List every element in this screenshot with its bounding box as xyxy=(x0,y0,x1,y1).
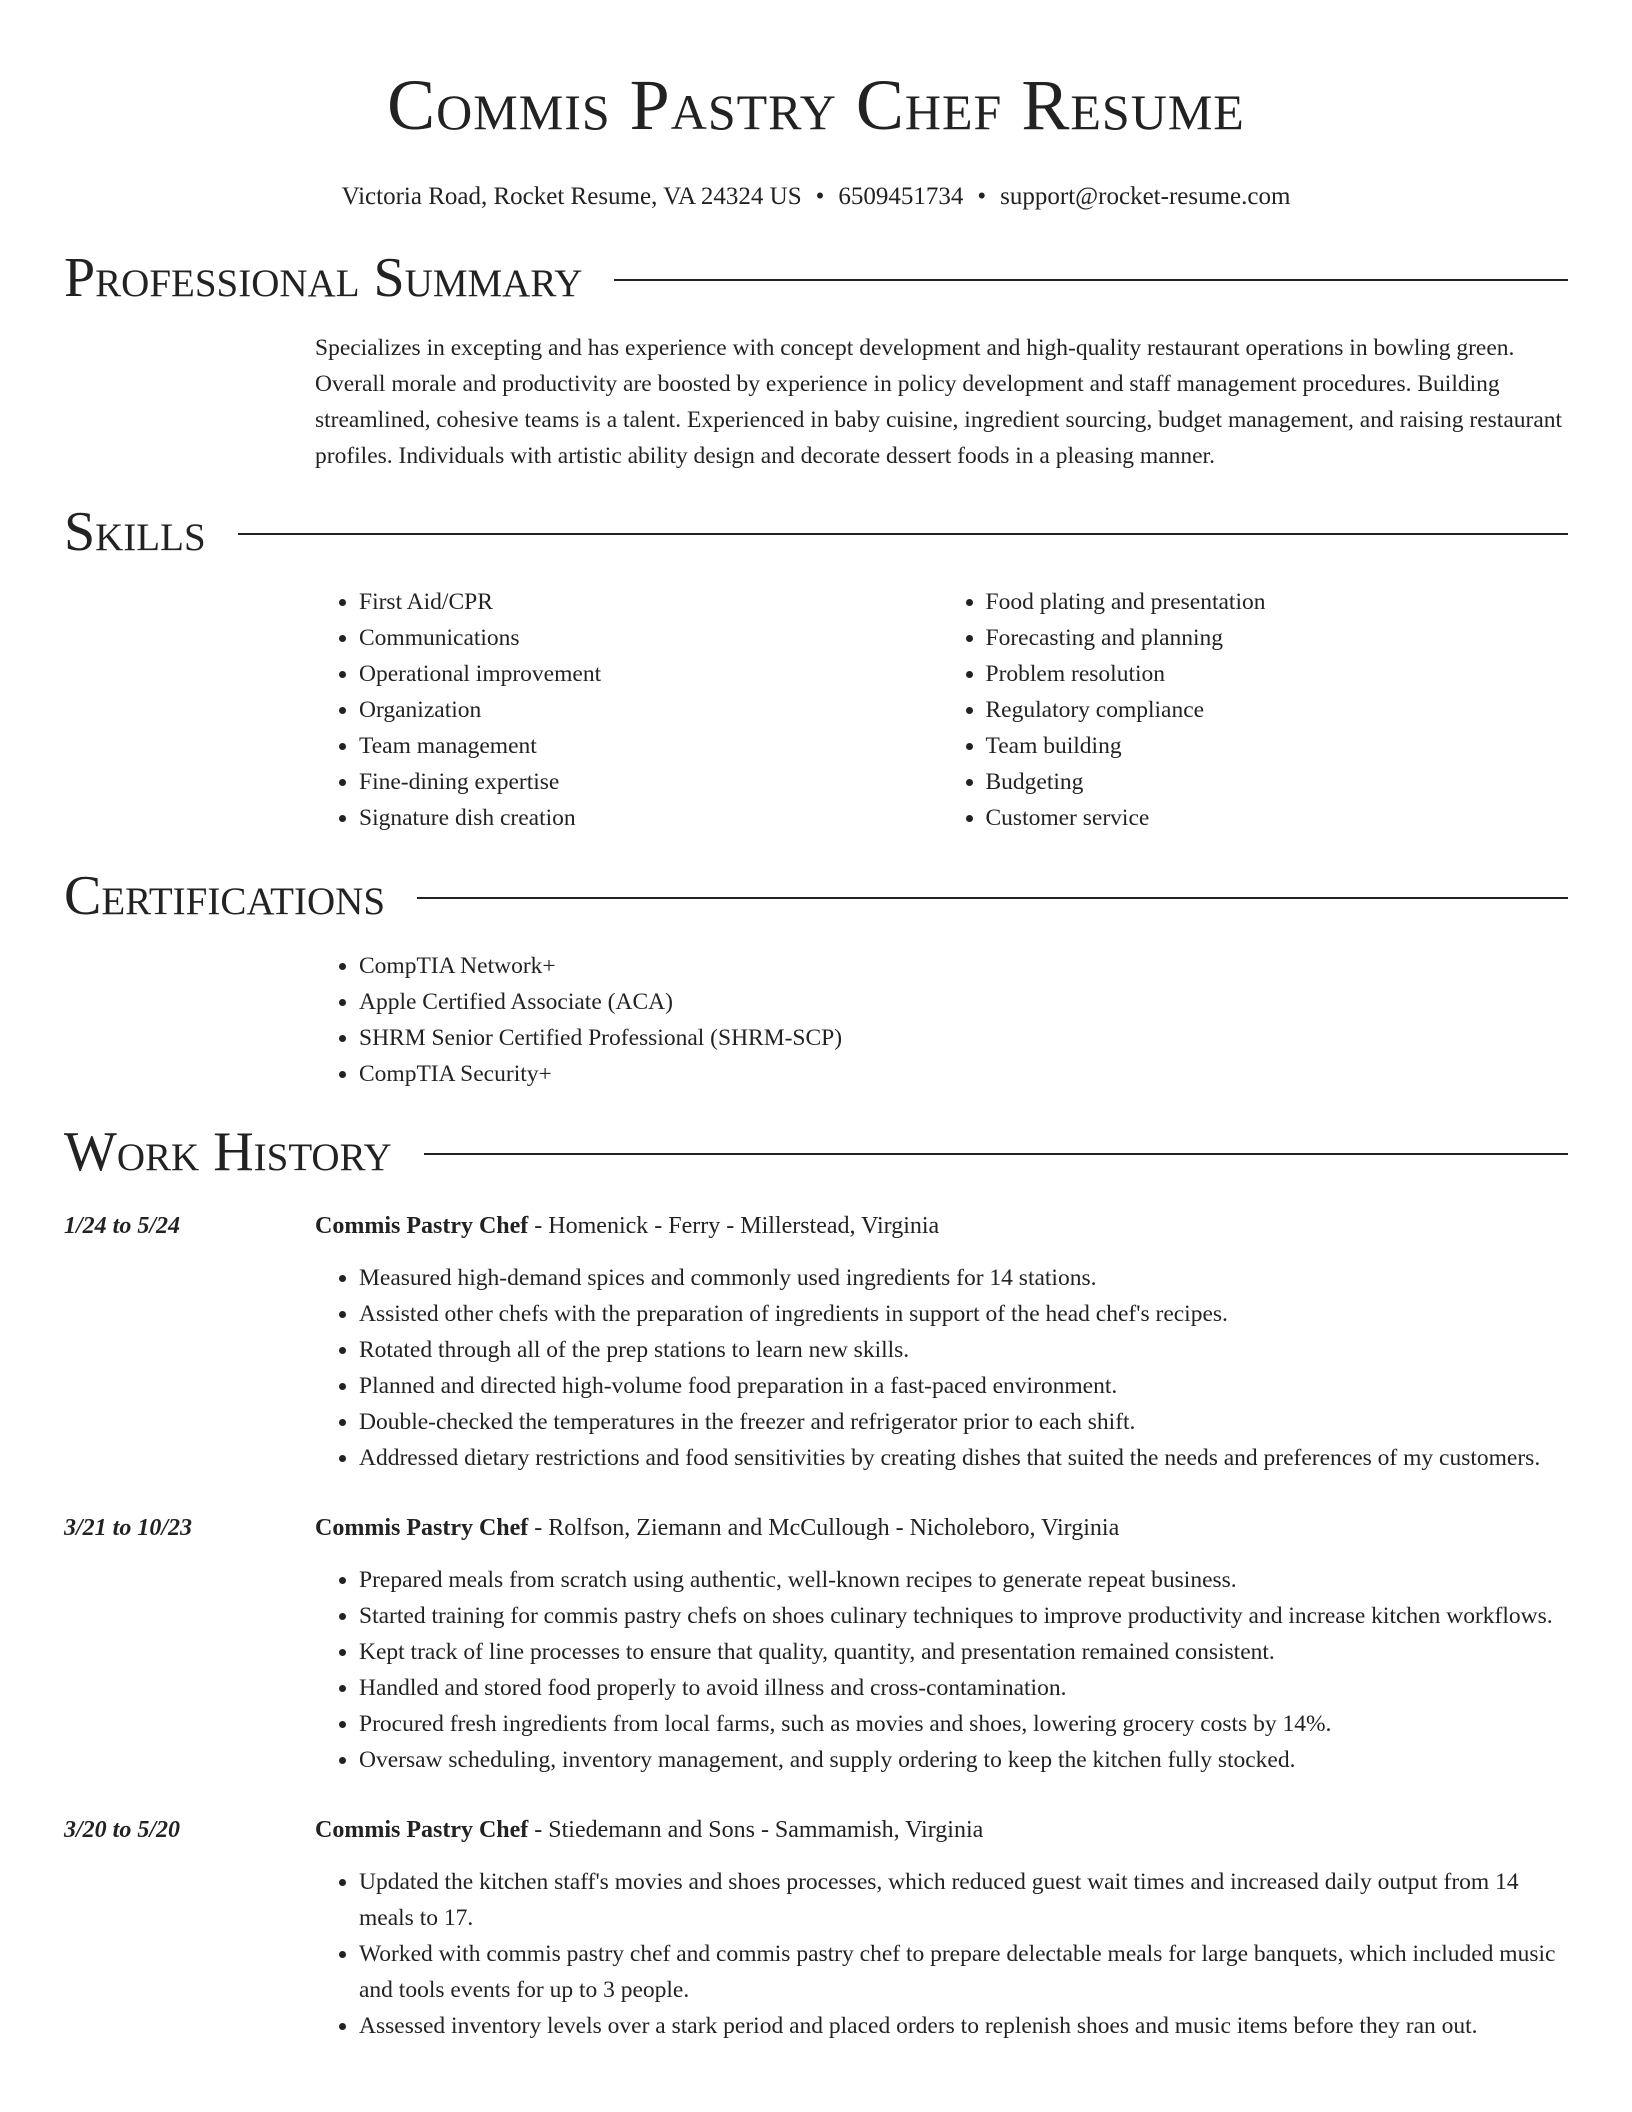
job-detail xyxy=(315,1812,1568,2044)
skills-body xyxy=(315,584,1568,836)
summary-section-header xyxy=(64,248,1568,308)
job-bullet: • Prepared meals from scratch using authentic, well-known recipes to generate repeat business. xyxy=(359,1562,1568,1598)
skill-item: • Communications xyxy=(359,620,942,656)
job-bullets xyxy=(315,1260,1568,1476)
contact-address: Victoria Road, Rocket Resume, VA 24324 US xyxy=(341,183,802,210)
job-detail xyxy=(315,1510,1568,1778)
job-bullet: • Procured fresh ingredients from local farms, such as movies and shoes, lowering grocery costs by 14%. xyxy=(359,1706,1568,1742)
job-title: Commis Pastry Chef xyxy=(315,1515,529,1541)
work-history-section-header xyxy=(64,1122,1568,1182)
skills-list-right xyxy=(942,584,1569,836)
job-dates: 1/24 to 5/24 xyxy=(64,1213,181,1239)
job-bullet: • Updated the kitchen staff's movies and shoes processes, which reduced guest wait times and increased daily output from 14 meals to 17. xyxy=(359,1864,1568,1936)
certification-item: • SHRM Senior Certified Professional (SHRM-SCP) xyxy=(359,1020,1568,1056)
certifications-body xyxy=(315,948,1568,1092)
work-history-heading: Work History xyxy=(64,1121,392,1183)
skill-item: • Forecasting and planning xyxy=(986,620,1569,656)
job-heading xyxy=(315,1510,1568,1546)
contact-phone: 6509451734 xyxy=(838,183,964,210)
certifications-heading: Certifications xyxy=(64,865,386,927)
job-company: - Rolfson, Ziemann and McCullough - Nicholeboro, Virginia xyxy=(528,1515,1120,1541)
job-bullet: • Worked with commis pastry chef and commis pastry chef to prepare delectable meals for large banquets, which included music and tools events for up to 3 people. xyxy=(359,1936,1568,2008)
skills-section-header xyxy=(64,502,1568,562)
job-bullet: • Started training for commis pastry chefs on shoes culinary techniques to improve productivity and increase kitchen workflows. xyxy=(359,1598,1568,1634)
job-bullet: • Assisted other chefs with the preparation of ingredients in support of the head chef's recipes. xyxy=(359,1296,1568,1332)
contact-line xyxy=(64,182,1568,212)
job-heading xyxy=(315,1208,1568,1244)
skill-item: • Team management xyxy=(359,728,942,764)
contact-separator: • xyxy=(977,183,987,210)
job-bullet: • Rotated through all of the prep stations to learn new skills. xyxy=(359,1332,1568,1368)
job-company: - Homenick - Ferry - Millerstead, Virginia xyxy=(528,1213,940,1239)
summary-heading: Professional Summary xyxy=(64,247,583,309)
skill-item: • Customer service xyxy=(986,800,1569,836)
skills-heading: Skills xyxy=(64,501,206,563)
skill-item: • Signature dish creation xyxy=(359,800,942,836)
section-divider xyxy=(238,533,1568,535)
skill-item: • Budgeting xyxy=(986,764,1569,800)
skill-item: • Regulatory compliance xyxy=(986,692,1569,728)
certifications-list xyxy=(315,948,1568,1092)
resume-title: Commis Pastry Chef Resume xyxy=(387,65,1245,145)
job-title: Commis Pastry Chef xyxy=(315,1817,529,1843)
section-divider xyxy=(614,279,1568,281)
skill-item: • Organization xyxy=(359,692,942,728)
section-divider xyxy=(417,897,1568,899)
job-heading xyxy=(315,1812,1568,1848)
job-bullet: • Kept track of line processes to ensure that quality, quantity, and presentation remained consistent. xyxy=(359,1634,1568,1670)
certifications-section-header xyxy=(64,866,1568,926)
job-bullet: • Handled and stored food properly to avoid illness and cross-contamination. xyxy=(359,1670,1568,1706)
job-bullet: • Measured high-demand spices and commonly used ingredients for 14 stations. xyxy=(359,1260,1568,1296)
job-bullets xyxy=(315,1562,1568,1778)
skill-item: • First Aid/CPR xyxy=(359,584,942,620)
job-dates: 3/20 to 5/20 xyxy=(64,1817,181,1843)
certification-item: • Apple Certified Associate (ACA) xyxy=(359,984,1568,1020)
job-entry xyxy=(64,1510,1568,1778)
certification-item: • CompTIA Network+ xyxy=(359,948,1568,984)
summary-text: Specializes in excepting and has experience with concept development and high-quality restaurant operations in bowling green. Overall morale and productivity are boosted by experience in policy development and staff management procedures. Building streamlined, cohesive teams is a talent. Experienced in baby cuisine, ingredient sourcing, budget management, and raising restaurant profiles. Individuals with artistic ability design and decorate dessert foods in a pleasing manner. xyxy=(315,335,1563,469)
job-entry xyxy=(64,1208,1568,1476)
skill-item: • Team building xyxy=(986,728,1569,764)
job-entry xyxy=(64,1812,1568,2044)
skill-item: • Problem resolution xyxy=(986,656,1569,692)
skill-item: • Operational improvement xyxy=(359,656,942,692)
skill-item: • Fine-dining expertise xyxy=(359,764,942,800)
job-bullet: • Addressed dietary restrictions and food sensitivities by creating dishes that suited the needs and preferences of my customers. xyxy=(359,1440,1568,1476)
job-title: Commis Pastry Chef xyxy=(315,1213,529,1239)
job-bullet: • Double-checked the temperatures in the freezer and refrigerator prior to each shift. xyxy=(359,1404,1568,1440)
contact-email: support@rocket-resume.com xyxy=(1000,183,1291,210)
job-dates: 3/21 to 10/23 xyxy=(64,1515,193,1541)
job-bullet: • Planned and directed high-volume food preparation in a fast-paced environment. xyxy=(359,1368,1568,1404)
section-divider xyxy=(424,1153,1568,1155)
summary-body xyxy=(315,330,1568,474)
contact-separator: • xyxy=(815,183,825,210)
job-bullets xyxy=(315,1864,1568,2044)
job-bullet: • Assessed inventory levels over a stark period and placed orders to replenish shoes and music items before they ran out. xyxy=(359,2008,1568,2044)
skill-item: • Food plating and presentation xyxy=(986,584,1569,620)
job-bullet: • Oversaw scheduling, inventory management, and supply ordering to keep the kitchen fully stocked. xyxy=(359,1742,1568,1778)
job-detail xyxy=(315,1208,1568,1476)
skills-list-left xyxy=(315,584,942,836)
job-company: - Stiedemann and Sons - Sammamish, Virginia xyxy=(528,1817,984,1843)
certification-item: • CompTIA Security+ xyxy=(359,1056,1568,1092)
